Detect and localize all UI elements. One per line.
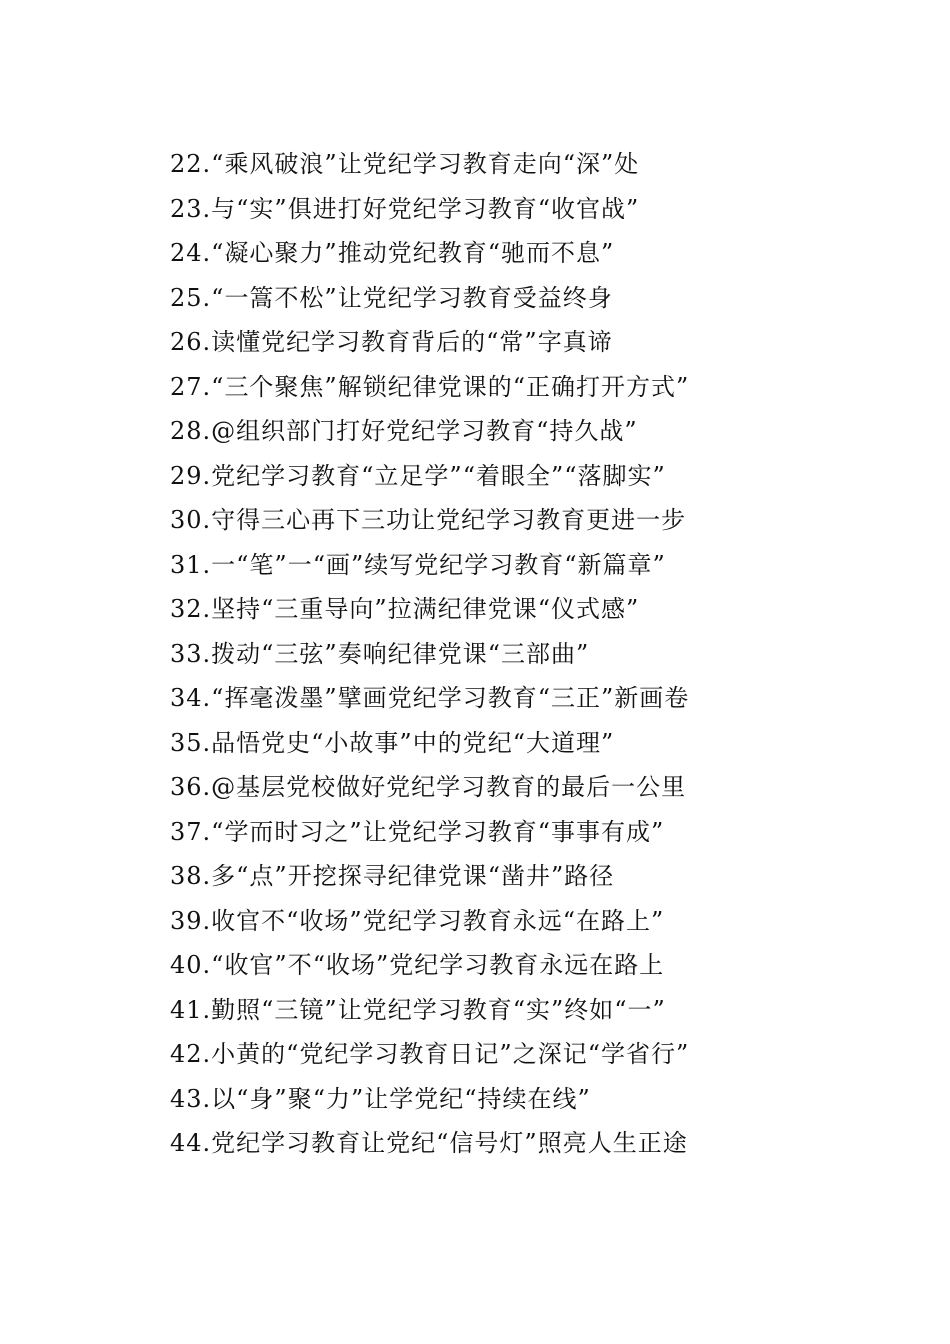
list-item: 33.拨动“三弦”奏响纪律党课“三部曲” xyxy=(170,639,590,668)
title-list xyxy=(170,142,910,1166)
list-item: 29.党纪学习教育“立足学”“着眼全”“落脚实” xyxy=(170,461,666,490)
list-item: 25.“一篙不松”让党纪学习教育受益终身 xyxy=(170,283,613,312)
list-item: 27.“三个聚焦”解锁纪律党课的“正确打开方式” xyxy=(170,372,690,401)
list-item: 26.读懂党纪学习教育背后的“常”字真谛 xyxy=(170,328,613,356)
list-item: 43.以“身”聚“力”让学党纪“持续在线” xyxy=(170,1084,591,1113)
list-item: 40.“收官”不“收场”党纪学习教育永远在路上 xyxy=(170,951,665,979)
list-item: 41.勤照“三镜”让党纪学习教育“实”终如“一” xyxy=(170,995,666,1024)
list-item: 35.品悟党史“小故事”中的党纪“大道理” xyxy=(170,728,615,757)
list-item: 23.与“实”俱进打好党纪学习教育“收官战” xyxy=(170,194,640,223)
list-item: 22.“乘风破浪”让党纪学习教育走向“深”处 xyxy=(170,150,640,178)
list-item: 37.“学而时习之”让党纪学习教育“事事有成” xyxy=(170,817,665,846)
list-item: 28.@组织部门打好党纪学习教育“持久战” xyxy=(170,417,638,445)
list-item: 24.“凝心聚力”推动党纪教育“驰而不息” xyxy=(170,239,615,267)
list-item: 39.收官不“收场”党纪学习教育永远“在路上” xyxy=(170,906,665,935)
list-item: 31.一“笔”一“画”续写党纪学习教育“新篇章” xyxy=(170,550,666,579)
list-item: 38.多“点”开挖探寻纪律党课“凿井”路径 xyxy=(170,862,615,890)
list-item: 34.“挥毫泼墨”擘画党纪学习教育“三正”新画卷 xyxy=(170,684,690,712)
list-item: 44.党纪学习教育让党纪“信号灯”照亮人生正途 xyxy=(170,1129,688,1157)
list-item: 30.守得三心再下三功让党纪学习教育更进一步 xyxy=(170,506,687,534)
list-item: 42.小黄的“党纪学习教育日记”之深记“学省行” xyxy=(170,1040,690,1068)
list-item: 36.@基层党校做好党纪学习教育的最后一公里 xyxy=(170,773,687,801)
list-item: 32.坚持“三重导向”拉满纪律党课“仪式感” xyxy=(170,595,640,623)
